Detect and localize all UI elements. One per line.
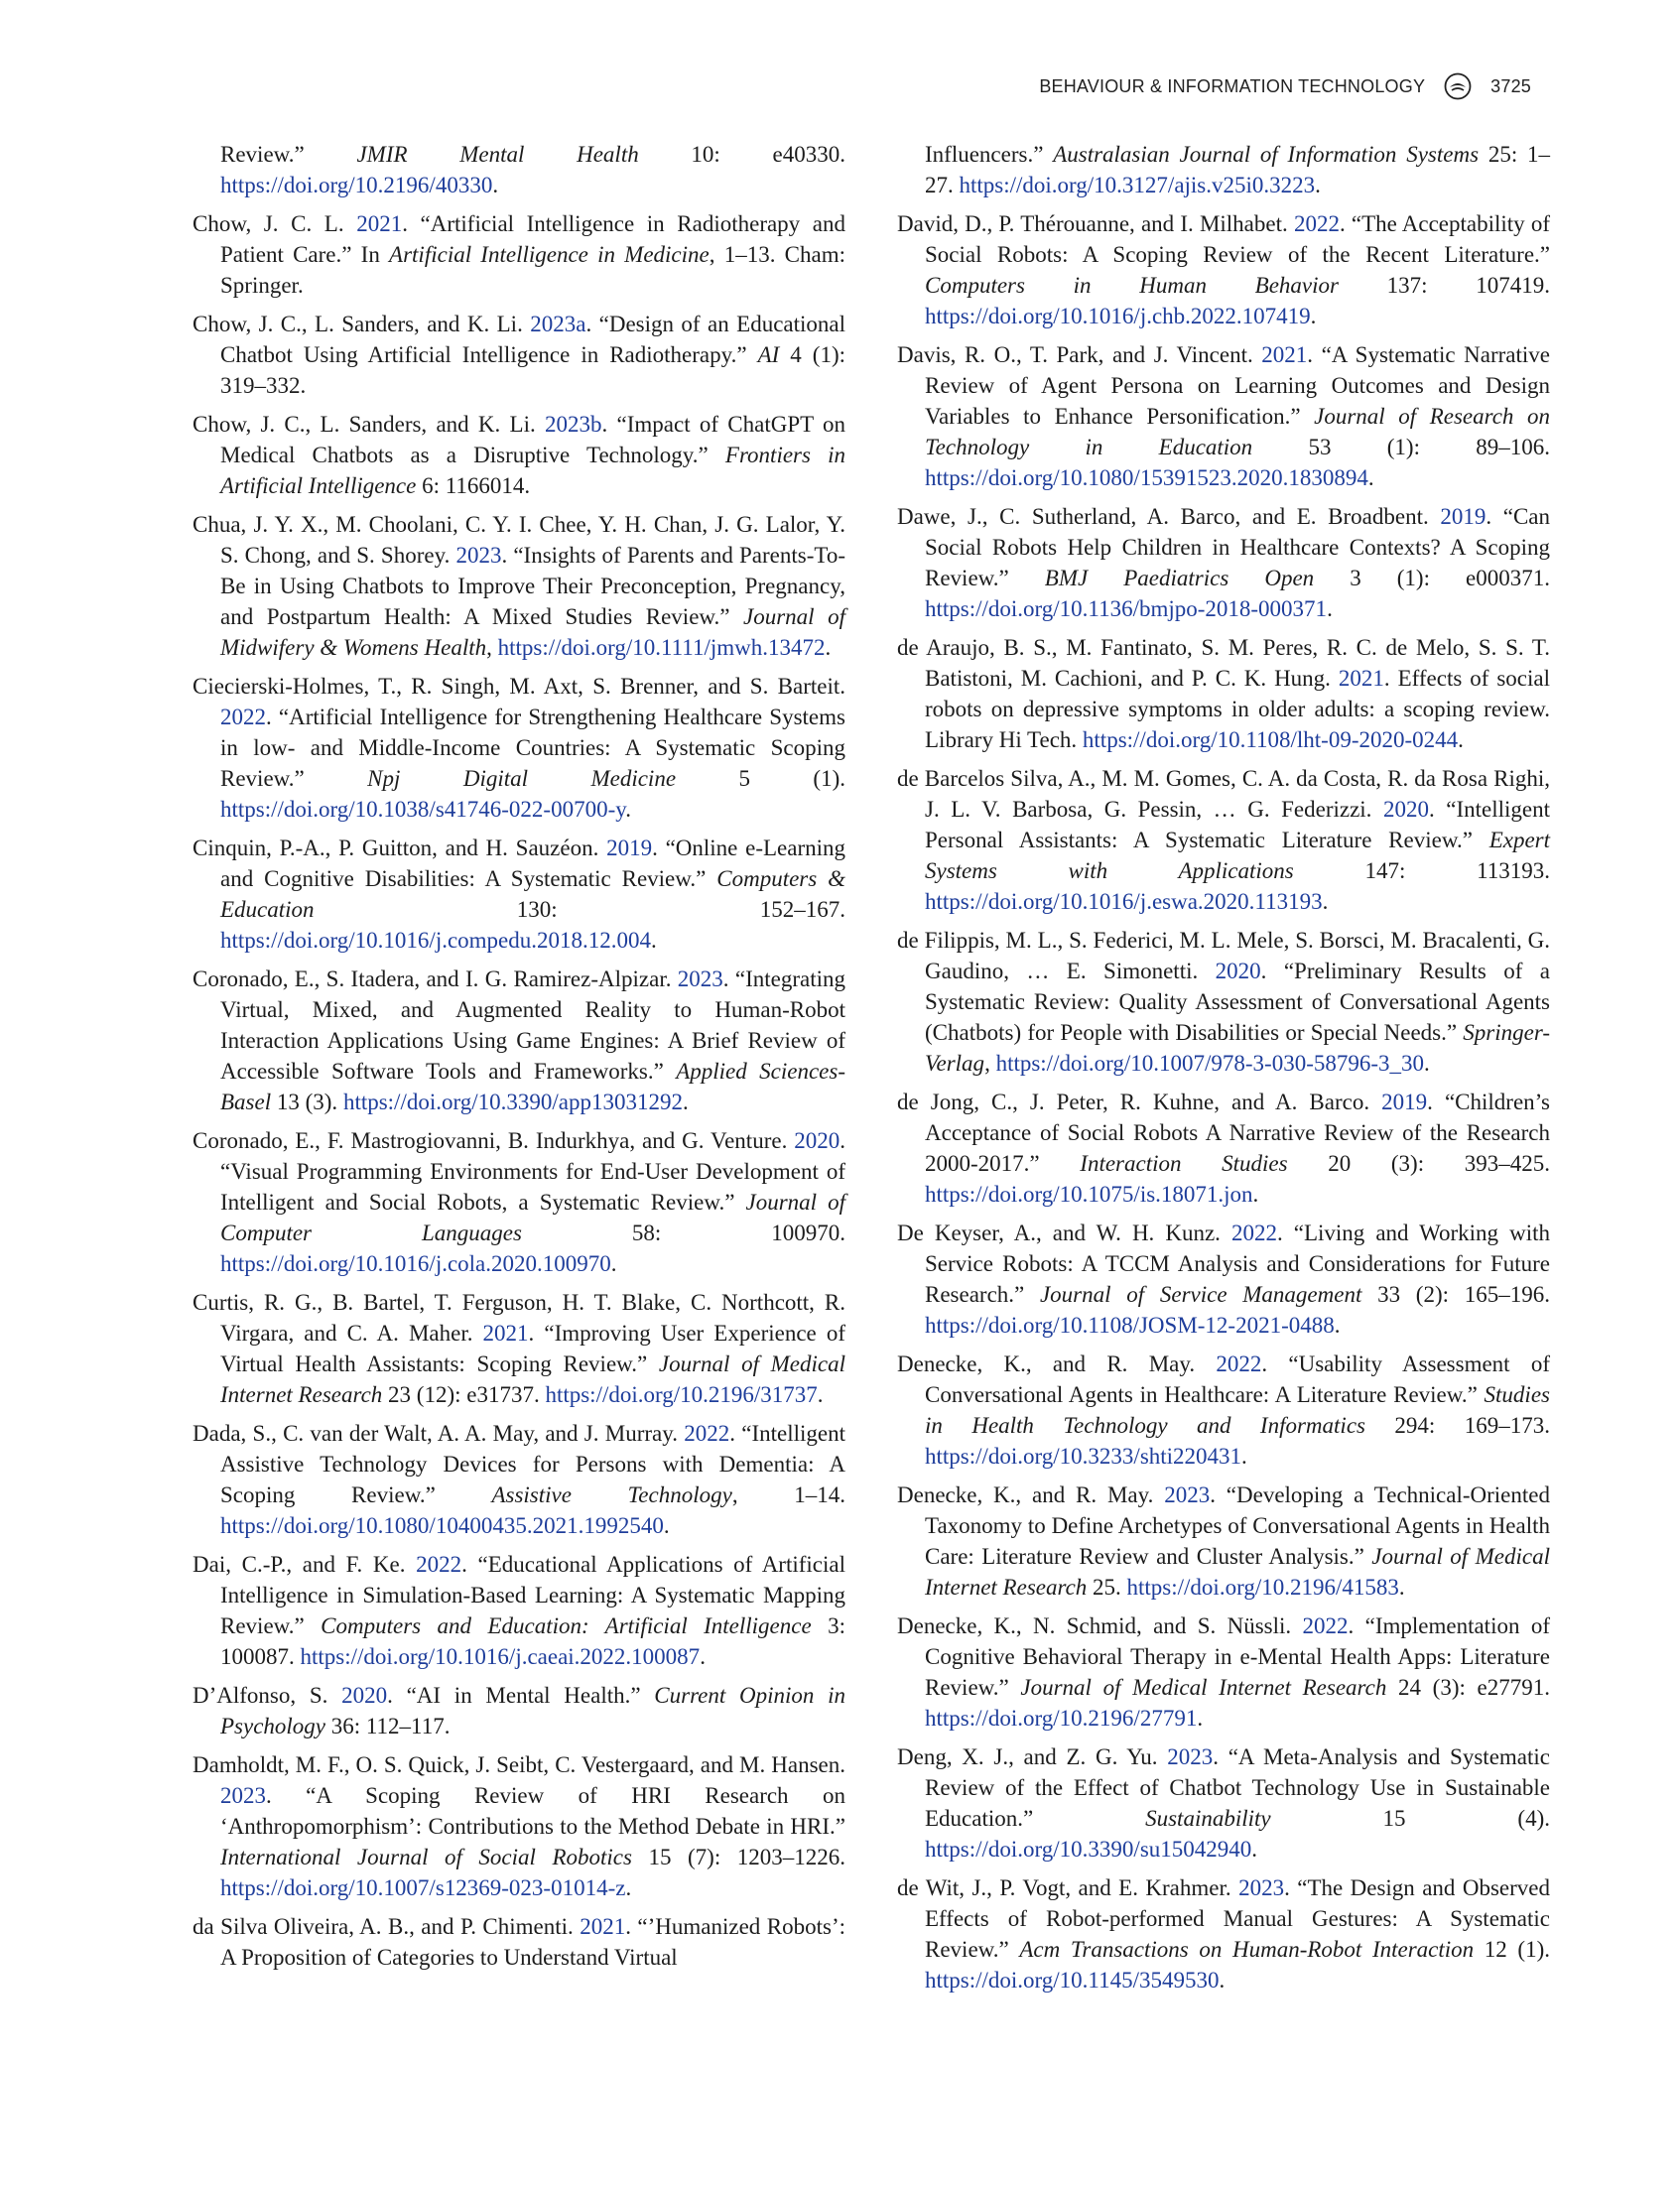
ref-title: . “AI in Mental Health.” xyxy=(387,1683,655,1708)
ref-doi-link[interactable]: https://doi.org/10.3233/shti220431 xyxy=(925,1444,1242,1469)
ref-title: . “Impact of ChatGPT on Medical Chatbots as a Disruptive Technology.” xyxy=(220,412,846,467)
ref-title: Review.” xyxy=(220,142,357,167)
ref-venue: Npj Digital Medicine xyxy=(367,766,677,791)
ref-details: 25: 1–27. xyxy=(925,142,1550,197)
ref-venue: Assistive Technology xyxy=(491,1482,732,1507)
reference-entry xyxy=(897,1349,1550,1472)
reference-entry xyxy=(897,1480,1550,1603)
ref-doi-link[interactable]: https://doi.org/10.1016/j.compedu.2018.12.004 xyxy=(220,928,652,953)
ref-punct: . xyxy=(1252,1182,1259,1207)
ref-authors: Cinquin, P.-A., P. Guitton, and H. Sauzéon. xyxy=(193,836,607,860)
ref-title: . “Improving User Experience of Virtual Health Assistants: Scoping Review.” xyxy=(220,1321,845,1376)
ref-year-link[interactable]: 2022 xyxy=(1216,1351,1262,1376)
reference-entry xyxy=(897,339,1550,493)
ref-title: . “Intelligent Assistive Technology Devices for Persons with Dementia: A Scoping Review.” xyxy=(220,1421,845,1507)
ref-punct: . xyxy=(1458,727,1464,752)
ref-punct: . xyxy=(1334,1313,1341,1338)
ref-authors: D’Alfonso, S. xyxy=(193,1683,342,1708)
ref-year-link[interactable]: 2023 xyxy=(455,543,502,568)
reference-entry xyxy=(193,409,845,501)
ref-venue: BMJ Paediatrics Open xyxy=(1044,566,1315,590)
ref-year-link[interactable]: 2023 xyxy=(677,966,723,991)
ref-doi-link[interactable]: https://doi.org/10.1016/j.eswa.2020.113193 xyxy=(925,889,1323,914)
ref-year-link[interactable]: 2023 xyxy=(1167,1744,1214,1769)
ref-year-link[interactable]: 2023 xyxy=(220,1783,266,1808)
ref-venue: JMIR Mental Health xyxy=(356,142,639,167)
reference-entry xyxy=(193,964,845,1117)
reference-entry xyxy=(193,1418,845,1541)
reference-entry xyxy=(193,1749,845,1903)
ref-venue: Sustainability xyxy=(1145,1806,1271,1831)
ref-venue: International Journal of Social Robotics xyxy=(220,1845,632,1869)
ref-venue: Springer-Verlag xyxy=(925,1020,1550,1076)
ref-title: . “Usability Assessment of Conversational Agents in Healthcare: A Literature Review.” xyxy=(925,1351,1550,1407)
reference-entry xyxy=(897,1610,1550,1734)
reference-entry xyxy=(193,1549,845,1672)
ref-details: 20 (3): 393–425. xyxy=(1287,1151,1550,1176)
ref-title: . “Integrating Virtual, Mixed, and Augmented Reality to Human-Robot Interaction Applications Using Game Engines: A Brief Review of Accessible Software Tools and Frameworks.” xyxy=(220,966,845,1084)
ref-punct: . xyxy=(1197,1706,1204,1731)
ref-doi-link[interactable]: https://doi.org/10.1007/s12369-023-01014-z xyxy=(220,1875,626,1900)
ref-authors: Coronado, E., S. Itadera, and I. G. Ramirez-Alpizar. xyxy=(193,966,678,991)
ref-authors: Dai, C.-P., and F. Ke. xyxy=(193,1552,417,1577)
ref-year-link[interactable]: 2022 xyxy=(416,1552,462,1577)
ref-details: , xyxy=(486,635,498,660)
reference-continuation xyxy=(897,139,1550,200)
reference-entry xyxy=(897,1741,1550,1865)
ref-doi-link[interactable]: https://doi.org/10.2196/31737 xyxy=(545,1382,818,1407)
ref-details: 33 (2): 165–196. xyxy=(1361,1282,1550,1307)
ref-year-link[interactable]: 2020 xyxy=(1215,959,1261,983)
ref-details: 23 (12): e31737. xyxy=(382,1382,546,1407)
ref-details: 4 (1): 319–332. xyxy=(220,342,845,398)
ref-authors: Chua, J. Y. X., M. Choolani, C. Y. I. Chee, Y. H. Chan, J. G. Lalor, Y. S. Chong, and S. Shorey. xyxy=(193,512,845,568)
ref-authors: de Filippis, M. L., S. Federici, M. L. Mele, S. Borsci, M. Bracalenti, G. Gaudino, … E. Simonetti. xyxy=(897,928,1550,983)
reference-entry xyxy=(897,1087,1550,1210)
ref-doi-link[interactable]: https://doi.org/10.1038/s41746-022-00700-y xyxy=(220,797,626,822)
ref-year-link[interactable]: 2019 xyxy=(1381,1090,1428,1114)
ref-doi-link[interactable]: https://doi.org/10.2196/41583 xyxy=(1126,1575,1399,1600)
ref-punct: . xyxy=(1424,1051,1430,1076)
ref-title: . “Visual Programming Environments for End-User Development of Intelligent and Social Robots, a Systematic Review.” xyxy=(220,1128,845,1215)
ref-year-link[interactable]: 2022 xyxy=(1293,211,1340,236)
ref-details: 58: 100970. xyxy=(521,1221,845,1245)
ref-doi-link[interactable]: https://doi.org/10.1108/JOSM-12-2021-0488 xyxy=(925,1313,1335,1338)
ref-title: . “A Systematic Narrative Review of Agent Persona on Learning Outcomes and Design Variables to Enhance Personification.” xyxy=(925,342,1550,429)
ref-year-link[interactable]: 2023 xyxy=(1238,1875,1285,1900)
ref-title: . “Living and Working with Service Robots: A TCCM Analysis and Considerations for Future Research.” xyxy=(925,1221,1550,1307)
ref-doi-link[interactable]: https://doi.org/10.1145/3549530 xyxy=(925,1968,1220,1993)
ref-authors: Damholdt, M. F., O. S. Quick, J. Seibt, C. Vestergaard, and M. Hansen. xyxy=(193,1752,845,1777)
ref-venue: Journal of Midwifery & Womens Health xyxy=(220,604,845,660)
ref-venue: Frontiers in Artificial Intelligence xyxy=(220,443,845,498)
ref-year-link[interactable]: 2020 xyxy=(1382,797,1429,822)
ref-doi-link[interactable]: https://doi.org/10.1080/10400435.2021.1992540 xyxy=(220,1513,664,1538)
ref-year-link[interactable]: 2020 xyxy=(794,1128,840,1153)
reference-entry xyxy=(193,1680,845,1741)
ref-venue: Computers & Education xyxy=(220,866,845,922)
ref-details: 6: 1166014. xyxy=(416,473,531,498)
reference-entry xyxy=(897,925,1550,1079)
ref-year-link[interactable]: 2020 xyxy=(341,1683,388,1708)
ref-venue: Journal of Research on Technology in Education xyxy=(925,404,1550,459)
ref-details: 294: 169–173. xyxy=(1364,1413,1550,1438)
ref-title: . “Implementation of Cognitive Behavioral Therapy in e-Mental Health Apps: Literature Review.” xyxy=(925,1613,1550,1700)
ref-venue: Artificial Intelligence in Medicine xyxy=(389,242,710,267)
ref-authors: Deng, X. J., and Z. G. Yu. xyxy=(897,1744,1168,1769)
ref-year-link[interactable]: 2023 xyxy=(1164,1482,1211,1507)
ref-details: 36: 112–117. xyxy=(325,1714,451,1738)
ref-year-link[interactable]: 2022 xyxy=(220,705,266,729)
ref-title: . “Artificial Intelligence in Radiotherapy and Patient Care.” In xyxy=(220,211,845,267)
ref-details: 10: e40330. xyxy=(638,142,845,167)
journal-title: BEHAVIOUR & INFORMATION TECHNOLOGY xyxy=(1039,75,1426,96)
ref-year-link[interactable]: 2023a xyxy=(530,312,586,336)
ref-title: . “A Scoping Review of HRI Research on ‘Anthropomorphism’: Contributions to the Method Debate in HRI.” xyxy=(220,1783,845,1839)
ref-punct: . xyxy=(1327,596,1333,621)
ref-doi-link[interactable]: https://doi.org/10.1016/j.caeai.2022.100087 xyxy=(300,1644,701,1669)
ref-title: Influencers.” xyxy=(925,142,1054,167)
ref-venue: Australasian Journal of Information Systems xyxy=(1053,142,1480,167)
ref-details: , xyxy=(984,1051,996,1076)
ref-doi-link[interactable]: https://doi.org/10.1016/j.chb.2022.107419 xyxy=(925,304,1311,328)
ref-doi-link[interactable]: https://doi.org/10.1108/lht-09-2020-0244 xyxy=(1082,727,1459,752)
ref-details: 53 (1): 89–106. xyxy=(1252,435,1550,459)
ref-doi-link[interactable]: https://doi.org/10.1075/is.18071.jon xyxy=(925,1182,1253,1207)
ref-venue: Journal of Medical Internet Research xyxy=(1020,1675,1387,1700)
ref-title: . “Can Social Robots Help Children in Healthcare Contexts? A Scoping Review.” xyxy=(925,504,1550,590)
reference-entry xyxy=(897,632,1550,755)
ref-doi-link[interactable]: https://doi.org/10.2196/40330 xyxy=(220,173,493,197)
ref-details: , 1–13. Cham: Springer. xyxy=(220,242,845,298)
ref-venue: Acm Transactions on Human-Robot Interaction xyxy=(1019,1937,1475,1962)
reference-entry xyxy=(193,833,845,956)
ref-year-link[interactable]: 2021 xyxy=(482,1321,529,1346)
ref-title: . “The Acceptability of Social Robots: A Scoping Review of the Recent Literature.” xyxy=(925,211,1550,267)
reference-entry xyxy=(193,309,845,401)
left-reference-column xyxy=(193,139,845,1981)
ref-authors: Denecke, K., and R. May. xyxy=(897,1351,1217,1376)
ref-details: 137: 107419. xyxy=(1338,273,1551,298)
ref-doi-link[interactable]: https://doi.org/10.3390/app13031292 xyxy=(342,1090,683,1114)
ref-year-link[interactable]: 2021 xyxy=(1261,342,1308,367)
ref-authors: Ciecierski-Holmes, T., R. Singh, M. Axt, S. Brenner, and S. Barteit. xyxy=(193,674,845,699)
ref-venue: Expert Systems with Applications xyxy=(925,828,1550,883)
ref-punct: . xyxy=(1398,1575,1405,1600)
ref-venue: Computers and Education: Artificial Intelligence xyxy=(321,1613,812,1638)
ref-title: . “Preliminary Results of a Systematic Review: Quality Assessment of Conversational Agents (Chatbots) for People with Disabilities or Special Needs.” xyxy=(925,959,1550,1045)
ref-doi-link[interactable]: https://doi.org/10.1080/15391523.2020.1830894 xyxy=(925,465,1368,490)
ref-year-link[interactable]: 2019 xyxy=(606,836,653,860)
ref-details: 3 (1): e000371. xyxy=(1314,566,1550,590)
ref-punct: . xyxy=(817,1382,824,1407)
ref-punct: . xyxy=(492,173,499,197)
ref-authors: David, D., P. Thérouanne, and I. Milhabet. xyxy=(897,211,1294,236)
ref-doi-link[interactable]: https://doi.org/10.1007/978-3-030-58796-3_30 xyxy=(995,1051,1425,1076)
ref-title: . “Intelligent Personal Assistants: A Systematic Literature Review.” xyxy=(925,797,1550,852)
ref-venue: Interaction Studies xyxy=(1080,1151,1288,1176)
ref-details: 13 (3). xyxy=(271,1090,343,1114)
ref-title: . “’Humanized Robots’: A Proposition of Categories to Understand Virtual xyxy=(220,1914,845,1970)
ref-venue: Journal of Medical Internet Research xyxy=(925,1544,1550,1600)
ref-details: 15 (4). xyxy=(1270,1806,1550,1831)
ref-venue: Journal of Computer Languages xyxy=(220,1190,845,1245)
ref-punct: . xyxy=(1241,1444,1247,1469)
reference-entry xyxy=(897,501,1550,624)
ref-punct: . xyxy=(682,1090,689,1114)
ref-authors: Chow, J. C. L. xyxy=(193,211,357,236)
ref-authors: Denecke, K., and R. May. xyxy=(897,1482,1165,1507)
ref-doi-link[interactable]: https://doi.org/10.3390/su15042940 xyxy=(925,1837,1252,1862)
ref-title: . “A Meta-Analysis and Systematic Review of the Effect of Chatbot Technology Use in Sustainable Education.” xyxy=(925,1744,1550,1831)
ref-authors: Denecke, K., N. Schmid, and S. Nüssli. xyxy=(897,1613,1303,1638)
ref-title: . “Online e-Learning and Cognitive Disabilities: A Systematic Review.” xyxy=(220,836,845,891)
ref-doi-link[interactable]: https://doi.org/10.3127/ajis.v25i0.3223 xyxy=(959,173,1316,197)
ref-year-link[interactable]: 2021 xyxy=(356,211,403,236)
ref-punct: . xyxy=(625,797,631,822)
ref-year-link[interactable]: 2022 xyxy=(1230,1221,1277,1245)
reference-continuation xyxy=(193,139,845,200)
reference-entry xyxy=(193,1125,845,1279)
reference-entry xyxy=(193,1287,845,1410)
ref-punct: . xyxy=(1310,304,1317,328)
ref-punct: . xyxy=(625,1875,632,1900)
running-header xyxy=(1039,71,1531,101)
ref-venue: Journal of Medical Internet Research xyxy=(220,1351,845,1407)
ref-doi-link[interactable]: https://doi.org/10.1016/j.cola.2020.100970 xyxy=(220,1251,611,1276)
reference-entry xyxy=(897,1872,1550,1995)
ref-authors: de Araujo, B. S., M. Fantinato, S. M. Peres, R. C. de Melo, S. S. T. Batistoni, M. Cachioni, and P. C. K. Hung. xyxy=(897,635,1550,691)
reference-entry xyxy=(193,509,845,663)
ref-title: . “The Design and Observed Effects of Robot-performed Manual Gestures: A Systematic Review.” xyxy=(925,1875,1550,1962)
ref-doi-link[interactable]: https://doi.org/10.1111/jmwh.13472 xyxy=(497,635,826,660)
ref-venue: AI xyxy=(757,342,780,367)
ref-year-link[interactable]: 2022 xyxy=(684,1421,730,1446)
reference-entry xyxy=(897,763,1550,917)
right-reference-column xyxy=(897,139,1550,2003)
ref-doi-link[interactable]: https://doi.org/10.1136/bmjpo-2018-000371 xyxy=(925,596,1328,621)
ref-details: 24 (3): e27791. xyxy=(1386,1675,1551,1700)
ref-authors: Dada, S., C. van der Walt, A. A. May, and J. Murray. xyxy=(193,1421,685,1446)
ref-doi-link[interactable]: https://doi.org/10.2196/27791 xyxy=(925,1706,1198,1731)
ref-details: 3: 100087. xyxy=(220,1613,845,1669)
ref-details: , 1–14. xyxy=(731,1482,845,1507)
ref-punct: . xyxy=(1322,889,1329,914)
ref-punct: . xyxy=(610,1251,617,1276)
ref-punct: . xyxy=(663,1513,670,1538)
ref-details: 15 (7): 1203–1226. xyxy=(631,1845,845,1869)
ref-authors: de Jong, C., J. Peter, R. Kuhne, and A. Barco. xyxy=(897,1090,1382,1114)
ref-details: 147: 113193. xyxy=(1293,858,1550,883)
ref-authors: de Barcelos Silva, A., M. M. Gomes, C. A. da Costa, R. da Rosa Righi, J. L. V. Barbosa, G. Pessin, … G. Federizzi. xyxy=(897,766,1550,822)
reference-entry xyxy=(897,1218,1550,1341)
ref-authors: de Wit, J., P. Vogt, and E. Krahmer. xyxy=(897,1875,1239,1900)
reference-entry xyxy=(193,671,845,825)
ref-authors: Chow, J. C., L. Sanders, and K. Li. xyxy=(193,412,545,437)
ref-punct: . xyxy=(1315,173,1321,197)
journal-logo-icon xyxy=(1443,71,1473,101)
ref-venue: Computers in Human Behavior xyxy=(925,273,1339,298)
ref-details: 130: 152–167. xyxy=(314,897,845,922)
ref-year-link[interactable]: 2019 xyxy=(1440,504,1486,529)
ref-venue: Current Opinion in Psychology xyxy=(220,1683,845,1738)
ref-punct: . xyxy=(1219,1968,1226,1993)
ref-title: . “Design of an Educational Chatbot Using Artificial Intelligence in Radiotherapy.” xyxy=(220,312,845,367)
reference-entry xyxy=(193,1911,845,1973)
ref-punct: . xyxy=(651,928,657,953)
ref-details: 12 (1). xyxy=(1474,1937,1550,1962)
ref-title: . “Insights of Parents and Parents-To-Be in Using Chatbots to Improve Their Preconception, Pregnancy, and Postpartum Health: A Mixed Studies Review.” xyxy=(220,543,845,629)
reference-entry xyxy=(897,208,1550,331)
ref-title: . “Children’s Acceptance of Social Robots A Narrative Review of the Research 2000-2017.” xyxy=(925,1090,1550,1176)
ref-year-link[interactable]: 2023b xyxy=(545,412,602,437)
ref-venue: Studies in Health Technology and Informatics xyxy=(925,1382,1550,1438)
ref-venue: Applied Sciences-Basel xyxy=(220,1059,845,1114)
ref-title: . “Educational Applications of Artificial Intelligence in Simulation-Based Learning: A Systematic Mapping Review.” xyxy=(220,1552,845,1638)
ref-authors: De Keyser, A., and W. H. Kunz. xyxy=(897,1221,1231,1245)
ref-authors: da Silva Oliveira, A. B., and P. Chimenti. xyxy=(193,1914,581,1939)
ref-year-link[interactable]: 2021 xyxy=(1338,666,1384,691)
ref-authors: Curtis, R. G., B. Bartel, T. Ferguson, H. T. Blake, C. Northcott, R. Virgara, and C. A. Maher. xyxy=(193,1290,845,1346)
ref-authors: Chow, J. C., L. Sanders, and K. Li. xyxy=(193,312,531,336)
ref-punct: . xyxy=(1251,1837,1258,1862)
ref-year-link[interactable]: 2022 xyxy=(1302,1613,1349,1638)
ref-punct: . xyxy=(700,1644,706,1669)
ref-punct: . xyxy=(825,635,832,660)
ref-details: 25. xyxy=(1087,1575,1127,1600)
page-number: 3725 xyxy=(1490,75,1531,96)
ref-venue: Journal of Service Management xyxy=(1039,1282,1362,1307)
ref-title: . “Artificial Intelligence for Strengthening Healthcare Systems in low- and Middle-Income Countries: A Systematic Scoping Review.” xyxy=(220,705,845,791)
ref-title: . “Developing a Technical-Oriented Taxonomy to Define Archetypes of Conversational Agents in Health Care: Literature Review and Cluster Analysis.” xyxy=(925,1482,1550,1569)
ref-authors: Davis, R. O., T. Park, and J. Vincent. xyxy=(897,342,1262,367)
ref-authors: Coronado, E., F. Mastrogiovanni, B. Indurkhya, and G. Venture. xyxy=(193,1128,795,1153)
ref-details: 5 (1). xyxy=(676,766,845,791)
reference-entry xyxy=(193,208,845,301)
ref-year-link[interactable]: 2021 xyxy=(580,1914,626,1939)
ref-title: . Effects of social robots on depressive symptoms in older adults: a scoping review. Library Hi Tech. xyxy=(925,666,1550,752)
ref-authors: Dawe, J., C. Sutherland, A. Barco, and E. Broadbent. xyxy=(897,504,1441,529)
ref-punct: . xyxy=(1367,465,1374,490)
